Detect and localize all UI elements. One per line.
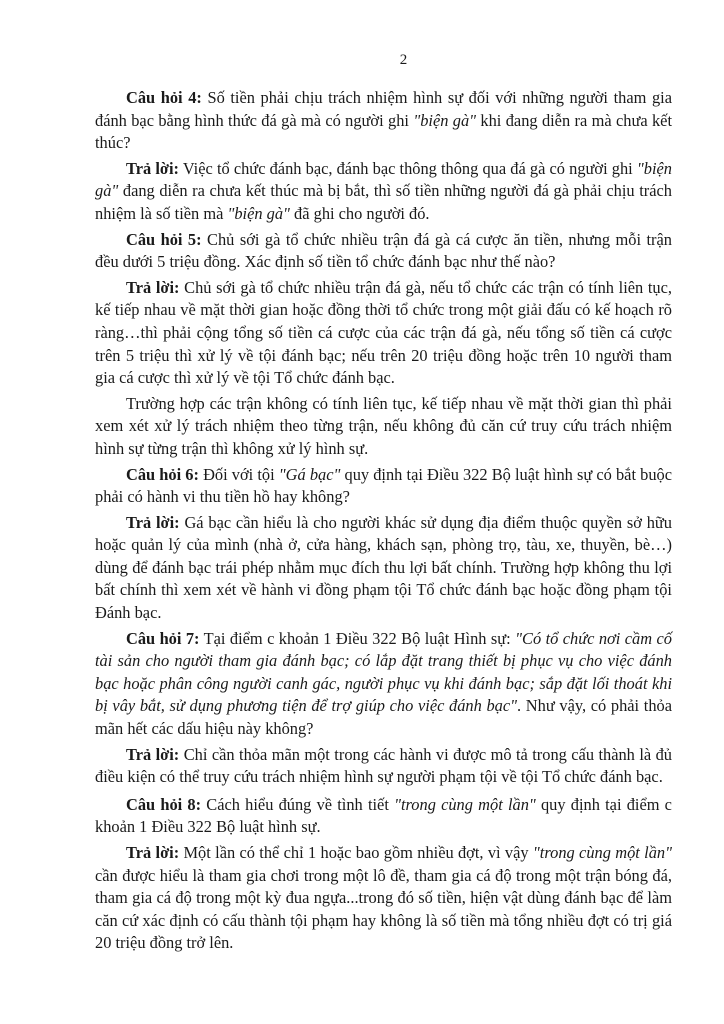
italic-quote: "trong cùng một lần": [394, 794, 536, 814]
paragraph-text: Trường hợp các trận không có tính liên tục, kế tiếp nhau về mặt thời gian thì phải xem xét xử lý trách nhiệm theo từng trận, nếu không đủ căn cứ truy cứu trách nhiệm hình sự từng trận thì không xử lý hình sự.: [95, 393, 672, 458]
question-label: Câu hỏi 4:: [126, 88, 202, 107]
italic-quote: "biện gà": [227, 203, 290, 223]
question-label: Câu hỏi 6:: [126, 464, 199, 484]
answer-paragraph: [95, 842, 672, 955]
paragraph-text: Đối với tội: [198, 464, 279, 484]
italic-quote: "Gá bạc": [278, 464, 341, 484]
answer-label: Trả lời:: [126, 158, 179, 178]
answer-label: Trả lời:: [126, 277, 180, 297]
italic-quote: "biện gà": [95, 158, 672, 201]
answer-paragraph: [95, 512, 672, 625]
paragraph-text: Tại điểm c khoản 1 Điều 322 Bộ luật Hình sự:: [199, 628, 516, 648]
paragraph-text: Việc tổ chức đánh bạc, đánh bạc thông thông qua đá gà có người ghi: [178, 158, 637, 178]
question-paragraph: [95, 87, 672, 155]
question-paragraph: [95, 628, 672, 741]
paragraph-text: đã ghi cho người đó.: [289, 203, 430, 223]
answer-paragraph: [95, 277, 672, 390]
paragraph-text: đang diễn ra chưa kết thúc mà bị bắt, thì số tiền những người đá gà phải chịu trách nhiệm là số tiền mà: [95, 181, 672, 223]
body-paragraph: [95, 393, 672, 461]
paragraph-text: . Như vậy, có phải thỏa mãn hết các dấu hiệu này không?: [95, 696, 672, 739]
paragraph-text: Một lần có thể chỉ 1 hoặc bao gồm nhiều đợt, vì vậy: [179, 843, 533, 862]
question-label: Câu hỏi 8:: [126, 794, 202, 814]
answer-label: Trả lời:: [126, 744, 180, 764]
paragraph-text: quy định tại điểm c khoản 1 Điều 322 Bộ luật hình sự.: [95, 794, 672, 837]
italic-quote: "Có tổ chức nơi cầm cố tài sản cho người tham gia đánh bạc; có lắp đặt trang thiết bị phục vụ cho việc đánh bạc hoặc phân công người canh gác, người phục vụ khi đánh bạc; sắp đặt lối thoát khi bị vây bắt, sử dụng phương tiện để trợ giúp cho việc đánh bạc": [95, 628, 672, 716]
answer-paragraph: [95, 158, 672, 226]
question-paragraph: [95, 464, 672, 509]
paragraph-text: Chủ sới gà tổ chức nhiều trận đá gà, nếu tổ chức các trận có tính liên tục, kế tiếp nhau về mặt thời gian hoặc đồng thời tổ chức trong một giải đấu có kế hoạch rõ ràng…thì phải cộng tổng số tiền cá cược của các trận đá gà, nếu tổng số tiền cá cược trên 5 triệu thì xử lý về tội đánh bạc; nếu trên 20 triệu đồng hoặc trên 10 người tham gia cá cược thì xử lý về tội Tổ chức đánh bạc.: [95, 277, 672, 388]
document-body: [95, 87, 672, 955]
question-label: Câu hỏi 7:: [126, 628, 200, 648]
question-paragraph: [95, 229, 672, 274]
italic-quote: "biện gà": [413, 110, 477, 130]
paragraph-text: Cách hiểu đúng về tình tiết: [201, 794, 395, 814]
answer-label: Trả lời:: [126, 843, 180, 862]
question-label: Câu hỏi 5:: [126, 229, 202, 249]
answer-paragraph: [95, 744, 672, 789]
paragraph-text: Gá bạc cần hiểu là cho người khác sử dụng địa điểm thuộc quyền sở hữu hoặc quản lý của mình (nhà ở, cửa hàng, khách sạn, phòng trọ, tàu, xe, thuyền, bè…) dùng để đánh bạc trái phép nhằm mục đích thu lợi bất chính. Trường hợp không thu lợi bất chính thì xem xét về hành vi đồng phạm tội Tổ chức đánh bạc hoặc đồng phạm tội Đánh bạc.: [95, 512, 672, 623]
paragraph-text: cần được hiểu là tham gia chơi trong một lô đề, tham gia cá độ trong một trận bóng đá, tham gia cá độ trong một kỳ đua ngựa...trong đó số tiền, hiện vật dùng đánh bạc để làm căn cứ xác định có cấu thành tội phạm hay không là số tiền mà tổng nhiều đợt có trị giá 20 triệu đồng trở lên.: [95, 865, 672, 953]
page-number: 2: [399, 52, 408, 68]
answer-label: Trả lời:: [126, 512, 180, 532]
italic-quote: "trong cùng một lần": [532, 843, 672, 862]
paragraph-text: Số tiền phải chịu trách nhiệm hình sự đối với những người tham gia đánh bạc bằng hình thức đá gà mà có người ghi: [95, 88, 672, 130]
paragraph-text: Chủ sới gà tổ chức nhiều trận đá gà cá cược ăn tiền, nhưng mỗi trận đều dưới 5 triệu đồng. Xác định số tiền tổ chức đánh bạc như thế nào?: [95, 229, 672, 272]
paragraph-text: khi đang diễn ra mà chưa kết thúc?: [95, 110, 672, 153]
question-paragraph: [95, 794, 672, 839]
paragraph-text: quy định tại Điều 322 Bộ luật hình sự có bắt buộc phải có hành vi thu tiền hồ hay không?: [95, 464, 672, 507]
paragraph-text: Chỉ cần thỏa mãn một trong các hành vi được mô tả trong cấu thành là đủ điều kiện có thể truy cứu trách nhiệm hình sự người phạm tội về tội Tổ chức đánh bạc.: [95, 744, 672, 787]
